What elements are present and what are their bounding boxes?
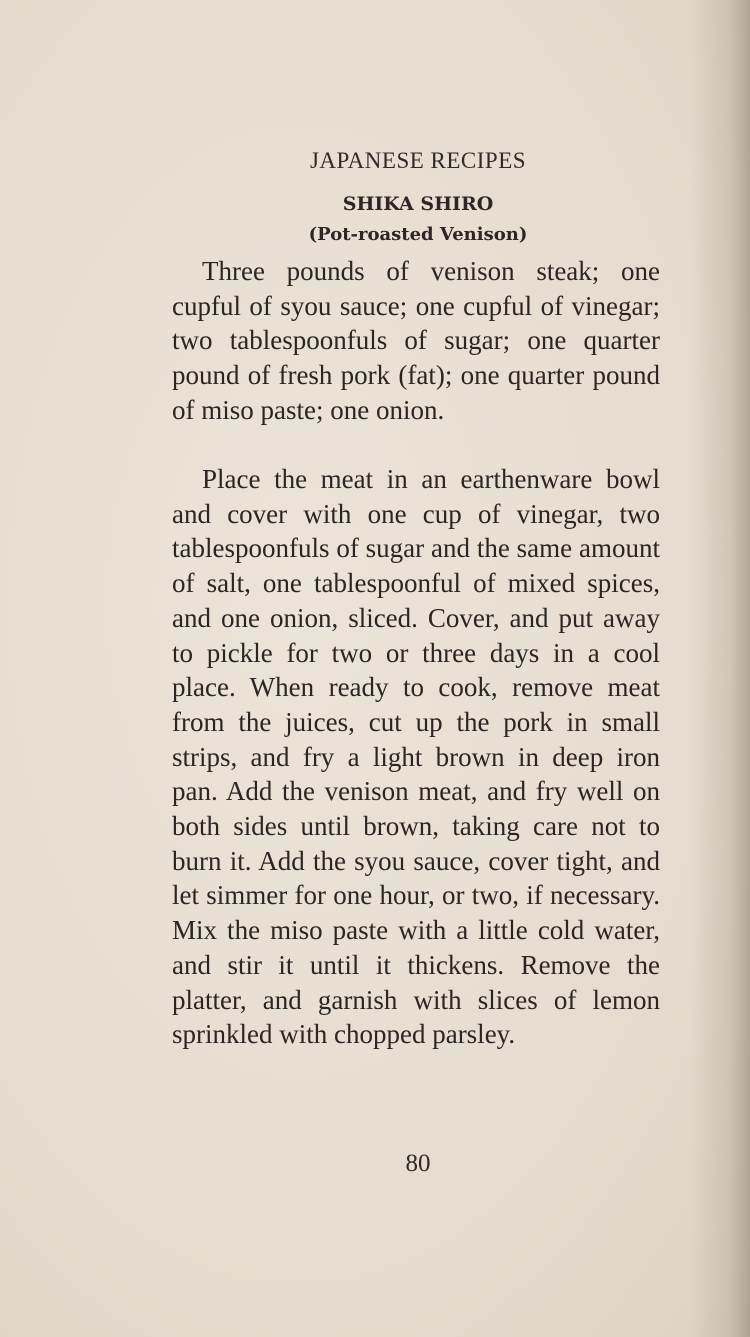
method-paragraph: Place the meat in an earthenware bowl and cover with one cup of vinegar, two tablespoonfuls of sugar and the same amount of salt, one tablespoonful of mixed spices, and one onion, sliced. Cover, and put away to pickle for two or three days in a cool place. When ready to cook, remove meat from the juices, cut up the pork in small strips, and fry a light brown in deep iron pan. Add the venison meat, and fry well on both sides until brown, taking care not to burn it. Add the syou sauce, cover tight, and let simmer for one hour, or two, if necessary. Mix the miso paste with a little cold water, and stir it until it thickens. Remove the platter, and garnish with slices of lemon sprinkled with chopped parsley. — [172, 464, 660, 1050]
recipe-title: SHIKA SHIRO — [342, 193, 494, 215]
running-head: JAPANESE RECIPES — [309, 148, 527, 173]
recipe-subtitle: (Pot-roasted Venison) — [308, 224, 528, 245]
ingredients-paragraph: Three pounds of venison steak; one cupful of syou sauce; one cupful of vinegar; two tablespoonfuls of sugar; one quarter pound of fresh pork (fat); one quarter pound of miso paste; one onion. — [172, 256, 660, 425]
page-number: 80 — [405, 1150, 431, 1177]
